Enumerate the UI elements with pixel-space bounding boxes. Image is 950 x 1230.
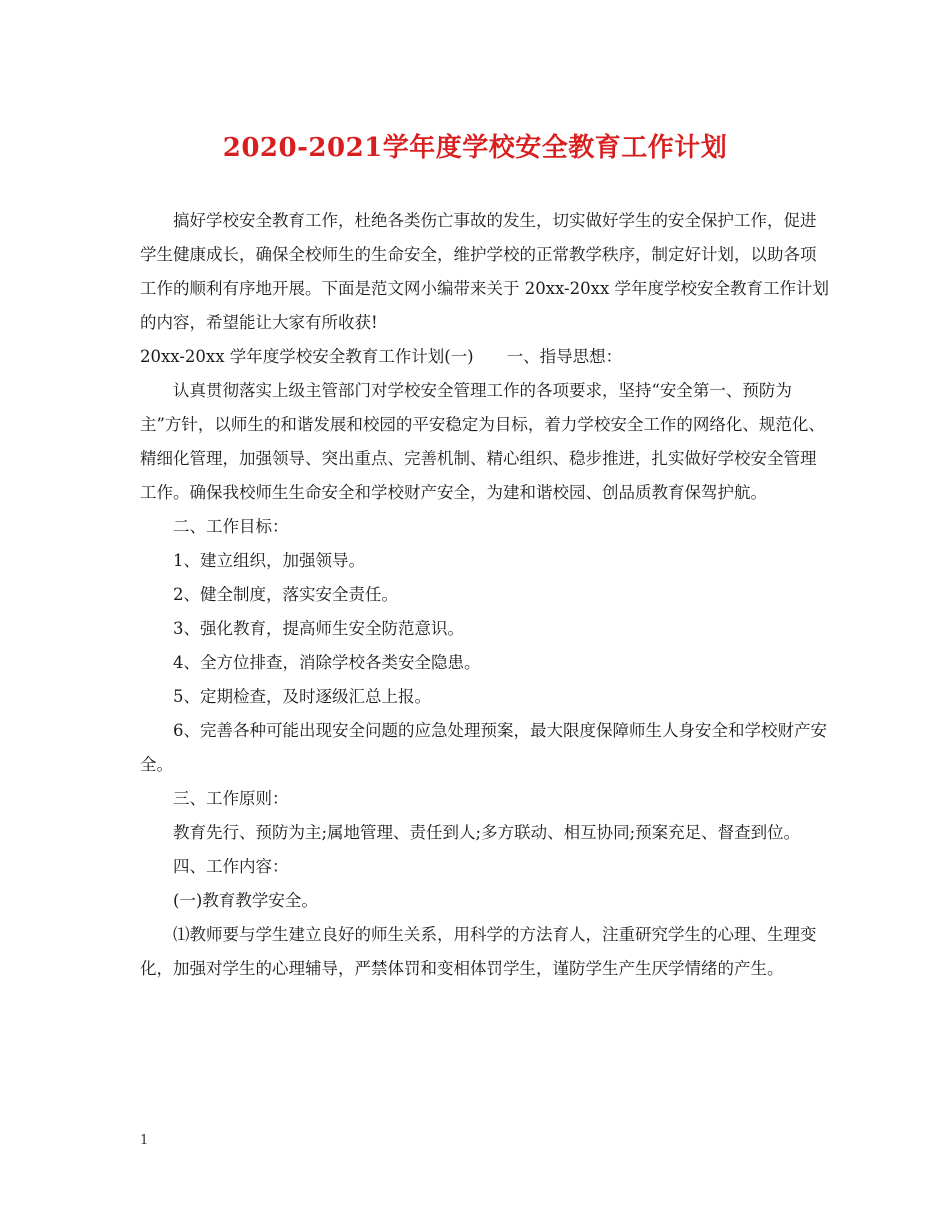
principles-paragraph: 教育先行、预防为主;属地管理、责任到人;多方联动、相互协同;预案充足、督查到位。 bbox=[173, 823, 801, 842]
goal-item: 4、全方位排查，消除学校各类安全隐患。 bbox=[173, 653, 481, 672]
teaching-safety-paragraph: ⑴教师要与学生建立良好的师生关系，用科学的方法育人，注重研究学生的心理、生理变化，加强对学生的心理辅导，严禁体罚和变相体罚学生，谨防学生产生厌学情绪的产生。 bbox=[140, 925, 817, 978]
goal-item: 3、强化教育，提高师生安全防范意识。 bbox=[173, 619, 464, 638]
section-heading-goals: 二、工作目标： bbox=[173, 517, 289, 536]
section-heading-principles: 三、工作原则： bbox=[173, 789, 289, 808]
section-heading-content: 四、工作内容： bbox=[173, 857, 289, 876]
goal-item: 5、定期检查，及时逐级汇总上报。 bbox=[173, 687, 431, 706]
page-number: 1 bbox=[140, 1133, 149, 1148]
intro-paragraph: 搞好学校安全教育工作，杜绝各类伤亡事故的发生，切实做好学生的安全保护工作，促进学生健康成长，确保全校师生的生命安全，维护学校的正常教学秩序，制定好计划，以助各项工作的顺利有序地开展。下面是范文网小编带来关于 20xx-20xx 学年度学校安全教育工作计划的内容，希望能让大家有所收获! bbox=[140, 211, 829, 332]
document-body bbox=[140, 204, 830, 986]
section-heading-plan-one: 20xx-20xx 学年度学校安全教育工作计划(一) 一、指导思想： bbox=[140, 347, 623, 366]
goal-item: 2、健全制度，落实安全责任。 bbox=[173, 585, 398, 604]
document-title: 2020-2021学年度学校安全教育工作计划 bbox=[222, 133, 728, 163]
goal-item: 1、建立组织，加强领导。 bbox=[173, 551, 365, 570]
goal-item: 6、完善各种可能出现安全问题的应急处理预案，最大限度保障师生人身安全和学校财产安全。 bbox=[140, 721, 827, 774]
guiding-thought-paragraph: 认真贯彻落实上级主管部门对学校安全管理工作的各项要求，坚持“安全第一、预防为主”方针，以师生的和谐发展和校园的平安稳定为目标，着力学校安全工作的网络化、规范化、精细化管理，加强领导、突出重点、完善机制、精心组织、稳步推进，扎实做好学校安全管理工作。确保我校师生生命安全和学校财产安全，为建和谐校园、创品质教育保驾护航。 bbox=[140, 381, 825, 502]
subsection-heading-teaching-safety: (一)教育教学安全。 bbox=[173, 891, 318, 910]
